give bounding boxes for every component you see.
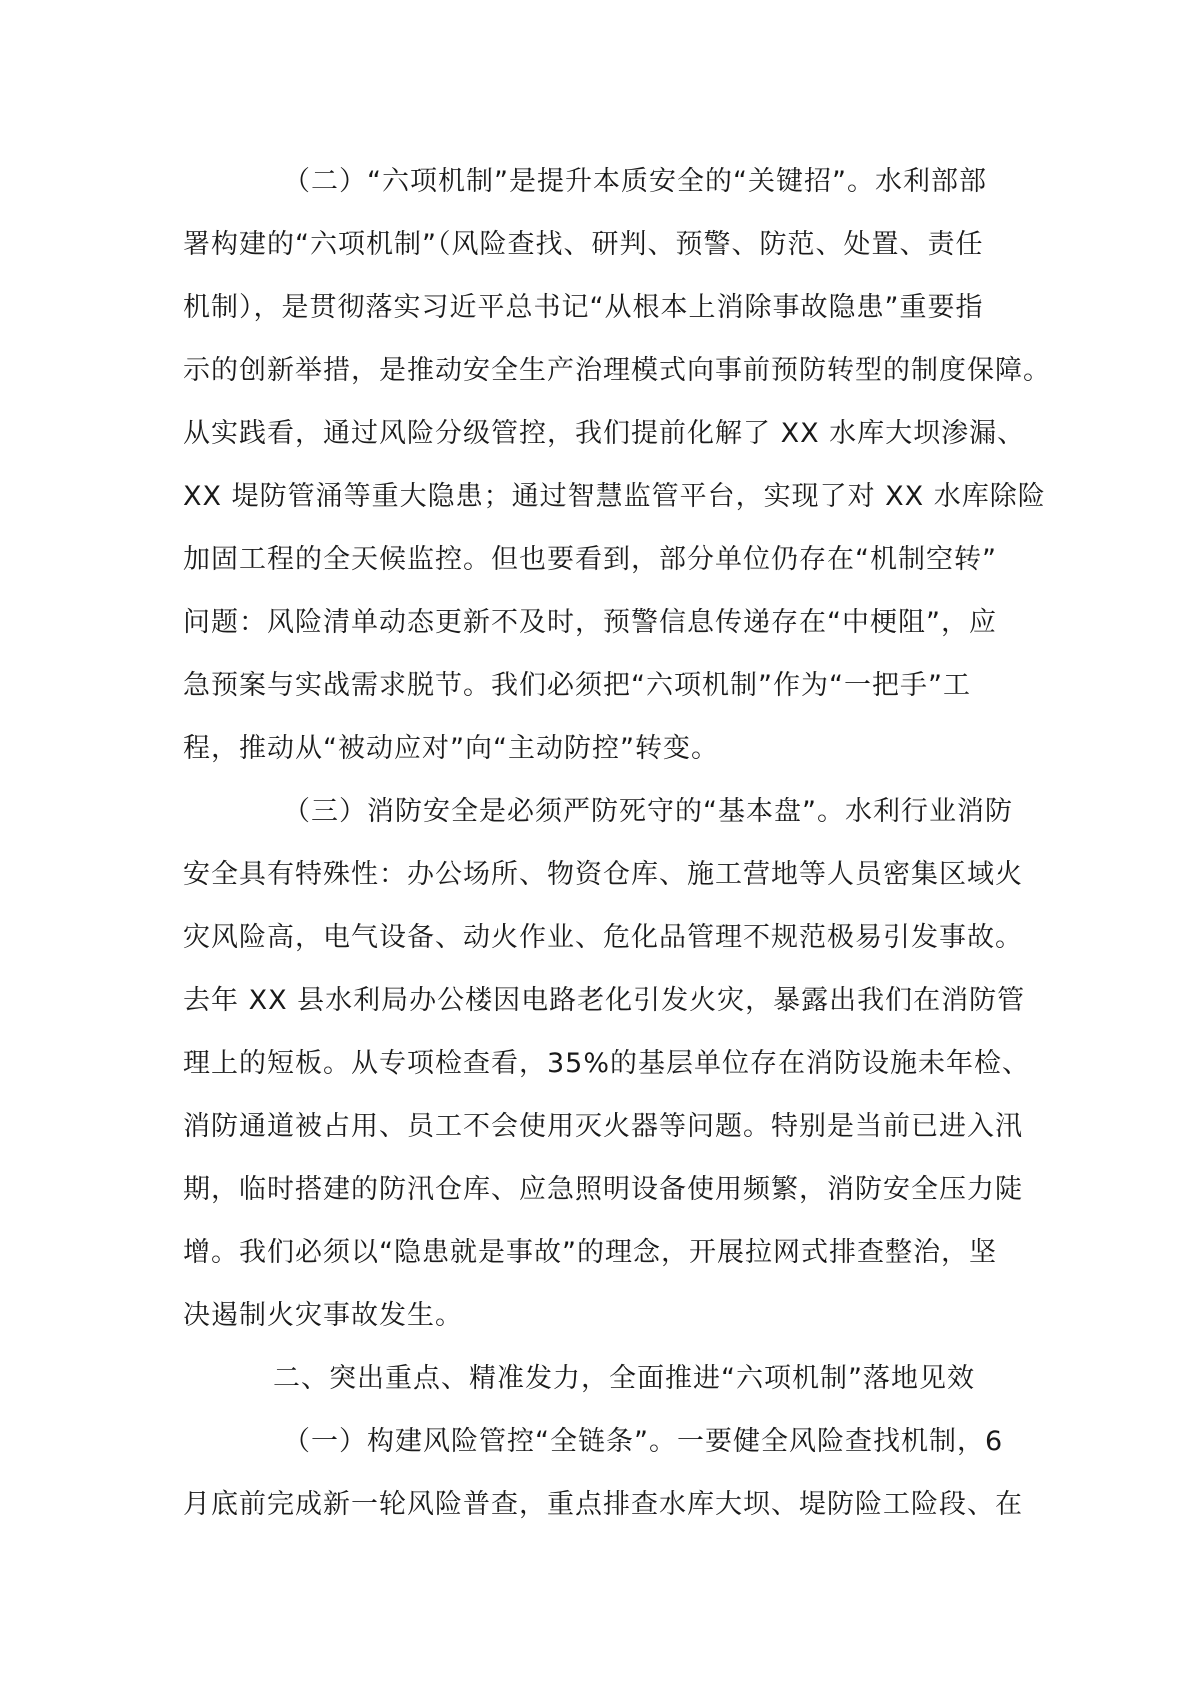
paragraph-3-line-2: 安全具有特殊性：办公场所、物资仓库、施工营地等人员密集区域火	[183, 859, 1023, 890]
paragraph-2-line-2: 署构建的“六项机制”（风险查找、研判、预警、防范、处置、责任	[183, 229, 984, 260]
paragraph-3-line-9: 决遏制火灾事故发生。	[183, 1300, 463, 1331]
paragraph-3-line-8: 增。我们必须以“隐患就是事故”的理念，开展拉网式排查整治，坚	[183, 1237, 997, 1268]
paragraph-2-line-10: 程，推动从“被动应对”向“主动防控”转变。	[183, 733, 719, 764]
paragraph-4-line-1: （一）构建风险管控“全链条”。一要健全风险查找机制，6	[283, 1426, 1004, 1457]
paragraph-3-line-6: 消防通道被占用、员工不会使用灭火器等问题。特别是当前已进入汛	[183, 1111, 1023, 1142]
paragraph-2-line-1: （二）“六项机制”是提升本质安全的“关键招”。水利部部	[283, 166, 987, 197]
document-body	[183, 150, 1051, 1536]
paragraph-2-line-8: 问题：风险清单动态更新不及时，预警信息传递存在“中梗阻”，应	[183, 607, 997, 638]
paragraph-2-line-4: 示的创新举措，是推动安全生产治理模式向事前预防转型的制度保障。	[183, 355, 1051, 386]
paragraph-2-line-5: 从实践看，通过风险分级管控，我们提前化解了 XX 水库大坝渗漏、	[183, 418, 1026, 449]
paragraph-3-line-5: 理上的短板。从专项检查看，35%的基层单位存在消防设施未年检、	[183, 1048, 1031, 1079]
paragraph-3-line-7: 期，临时搭建的防汛仓库、应急照明设备使用频繁，消防安全压力陡	[183, 1174, 1023, 1205]
paragraph-3-line-3: 灾风险高，电气设备、动火作业、危化品管理不规范极易引发事故。	[183, 922, 1023, 953]
paragraph-3-line-1: （三）消防安全是必须严防死守的“基本盘”。水利行业消防	[283, 796, 1013, 827]
paragraph-4-line-2: 月底前完成新一轮风险普查，重点排查水库大坝、堤防险工险段、在	[183, 1489, 1023, 1520]
section-heading-2: 二、突出重点、精准发力，全面推进“六项机制”落地见效	[273, 1363, 975, 1394]
paragraph-2-line-3: 机制），是贯彻落实习近平总书记“从根本上消除事故隐患”重要指	[183, 292, 984, 323]
paragraph-2-line-9: 急预案与实战需求脱节。我们必须把“六项机制”作为“一把手”工	[183, 670, 971, 701]
paragraph-2-line-6: XX 堤防管涌等重大隐患；通过智慧监管平台，实现了对 XX 水库除险	[183, 481, 1046, 512]
paragraph-3-line-4: 去年 XX 县水利局办公楼因电路老化引发火灾，暴露出我们在消防管	[183, 985, 1026, 1016]
paragraph-2-line-7: 加固工程的全天候监控。但也要看到，部分单位仍存在“机制空转”	[183, 544, 997, 575]
